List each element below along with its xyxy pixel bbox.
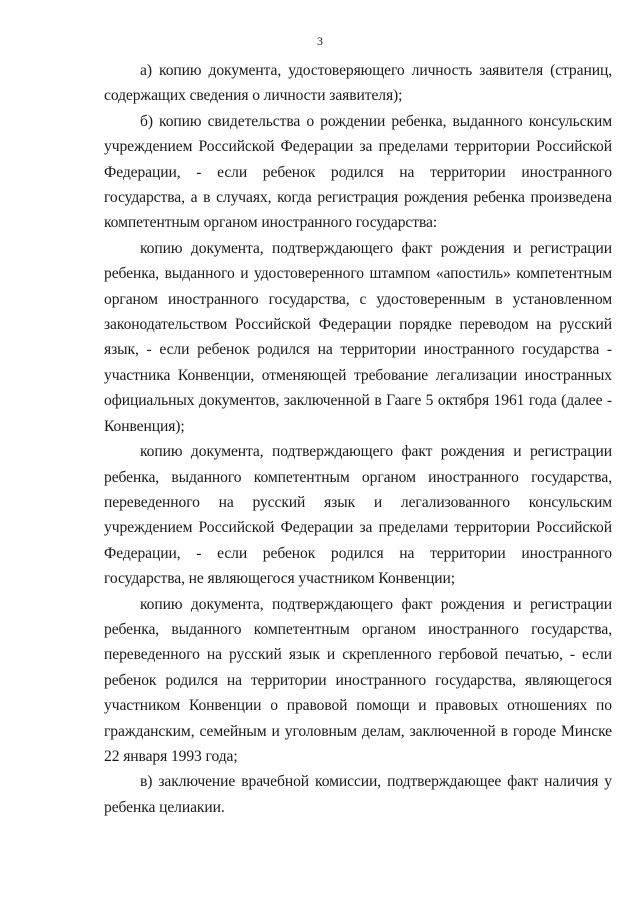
paragraph-item-a: а) копию документа, удостоверяющего личность заявителя (страниц, содержащих сведения о личности заявителя); bbox=[104, 62, 612, 105]
paragraph-apostille-copy: копию документа, подтверждающего факт рождения и регистрации ребенка, выданного и удостоверенного штампом «апостиль» компетентным органом иностранного государства, с удостоверенным в установленном законодательством Российской Федерации порядке переводом на русский язык, - если ребенок родился на территории иностранного государства - участника Конвенции, отменяющей требование легализации иностранных официальных документов, заключенной в Гааге 5 октября 1961 года (далее - Конвенция); bbox=[104, 239, 612, 435]
paragraph-minsk-convention-copy: копию документа, подтверждающего факт рождения и регистрации ребенка, выданного компетентным органом иностранного государства, переведенного на русский язык и скрепленного гербовой печатью, - если ребенок родился на территории иностранного государства, являющегося участником Конвенции о правовой помощи и правовых отношениях по гражданским, семейным и уголовным делам, заключенной в городе Минске 22 января 1993 года; bbox=[104, 595, 612, 765]
paragraph-item-b: б) копию свидетельства о рождении ребенка, выданного консульским учреждением Российской Федерации за пределами территории Российской Федерации, - если ребенок родился на территории иностранного государства, а в случаях, когда регистрация рождения ребенка произведена компетентным органом иностранного государства: bbox=[104, 112, 612, 232]
paragraph-item-v: в) заключение врачебной комиссии, подтверждающее факт наличия у ребенка целиакии. bbox=[104, 773, 612, 816]
page-number: 3 bbox=[317, 34, 323, 48]
paragraph-legalized-copy: копию документа, подтверждающего факт рождения и регистрации ребенка, выданного компетентным органом иностранного государства, переведенного на русский язык и легализованного консульским учреждением Российской Федерации за пределами территории Российской Федерации, - если ребенок родился на территории иностранного государства, не являющегося участником Конвенции; bbox=[104, 443, 612, 588]
document-body bbox=[104, 58, 612, 820]
